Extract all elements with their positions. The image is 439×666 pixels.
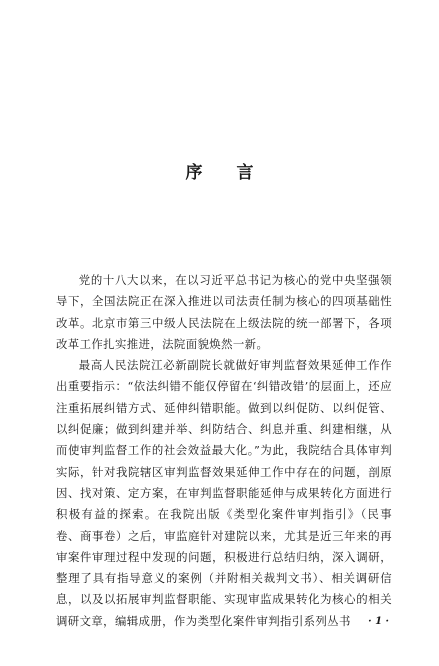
page-title: 序 言 (185, 163, 268, 183)
paragraph-2: 最高人民法院江必新副院长就做好审判监督效果延伸工作作出重要指示：“依法纠错不能仅停留在‘纠错改错’的层面上，还应注重拓展纠错方式、延伸纠错职能。做到以纠促防、以纠促管、以纠促廉；做到纠建并举、纠防结合、纠息并重、纠建相继，从而使审判监督工作的社会效益最大化。”为此，我院结合具体审判实际，针对我院辖区审判监督效果延伸工作中存在的问题，剖原因、找对策、定方案，在审判监督职能延伸与成果转化方面进行积极有益的探索。在我院出版《类型化案件审判指引》（民事卷、商事卷）之后，审监庭针对建院以来，尤其是近三年来的再审案件审理过程中发现的问题，积极进行总结归纳，深入调研，整理了具有指导意义的案例（并附相关裁判文书）、相关调研信息，以及以拓展审判监督职能、实现审监成果转化为核心的相关调研文章，编辑成册，作为类型化案件审判指引系列丛书 (56, 358, 392, 628)
body-text (56, 270, 392, 632)
paragraph-1: 党的十八大以来，在以习近平总书记为核心的党中央坚强领导下，全国法院正在深入推进以司法责任制为核心的四项基础性改革。北京市第三中级人民法院在上级法院的统一部署下，各项改革工作扎实推进，法院面貌焕然一新。 (56, 273, 392, 351)
page-number: · 1 · (368, 616, 389, 627)
